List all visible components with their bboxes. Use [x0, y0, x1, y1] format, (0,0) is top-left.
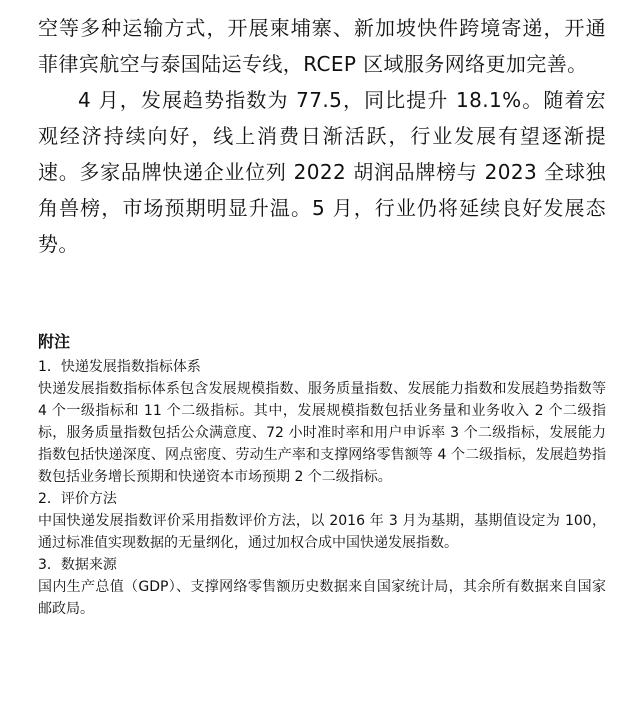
body-paragraph-1: 空等多种运输方式，开展柬埔寨、新加坡快件跨境寄递，开通菲律宾航空与泰国陆运专线，RCEP 区域服务网络更加完善。: [38, 16, 606, 76]
note-text-3: 国内生产总值（GDP）、支撑网络零售额历史数据来自国家统计局，其余所有数据来自国家邮政局。: [38, 579, 606, 617]
note-text-1: 快递发展指数指标体系包含发展规模指数、服务质量指数、发展能力指数和发展趋势指数等 4 个一级指标和 11 个二级指标。其中，发展规模指数包括业务量和业务收入 2 个二级指标，服务质量指数包括公众满意度、72 小时准时率和用户申诉率 3 个二级指标，发展能力指数包括快递深度、网点密度、劳动生产率和支撑网络零售额等 4 个二级指标，发展趋势指数包括业务增长预期和快递资本市场预期 2 个二级指标。: [38, 381, 606, 485]
note-text-2: 中国快递发展指数评价采用指数评价方法，以 2016 年 3 月为基期，基期值设定为 100，通过标准值实现数据的无量纲化，通过加权合成中国快递发展指数。: [38, 513, 606, 551]
notes-section: [38, 330, 606, 620]
document-page: [38, 10, 606, 620]
notes-title: 附注: [38, 332, 71, 351]
note-heading-3: 3．数据来源: [38, 557, 117, 573]
note-heading-2: 2．评价方法: [38, 491, 117, 507]
note-heading-1: 1．快递发展指数指标体系: [38, 359, 201, 375]
body-paragraph-2: 4 月，发展趋势指数为 77.5，同比提升 18.1%。随着宏观经济持续向好，线上消费日渐活跃，行业发展有望逐渐提速。多家品牌快递企业位列 2022 胡润品牌榜与 2023 全球独角兽榜，市场预期明显升温。5 月，行业仍将延续良好发展态势。: [38, 88, 606, 256]
